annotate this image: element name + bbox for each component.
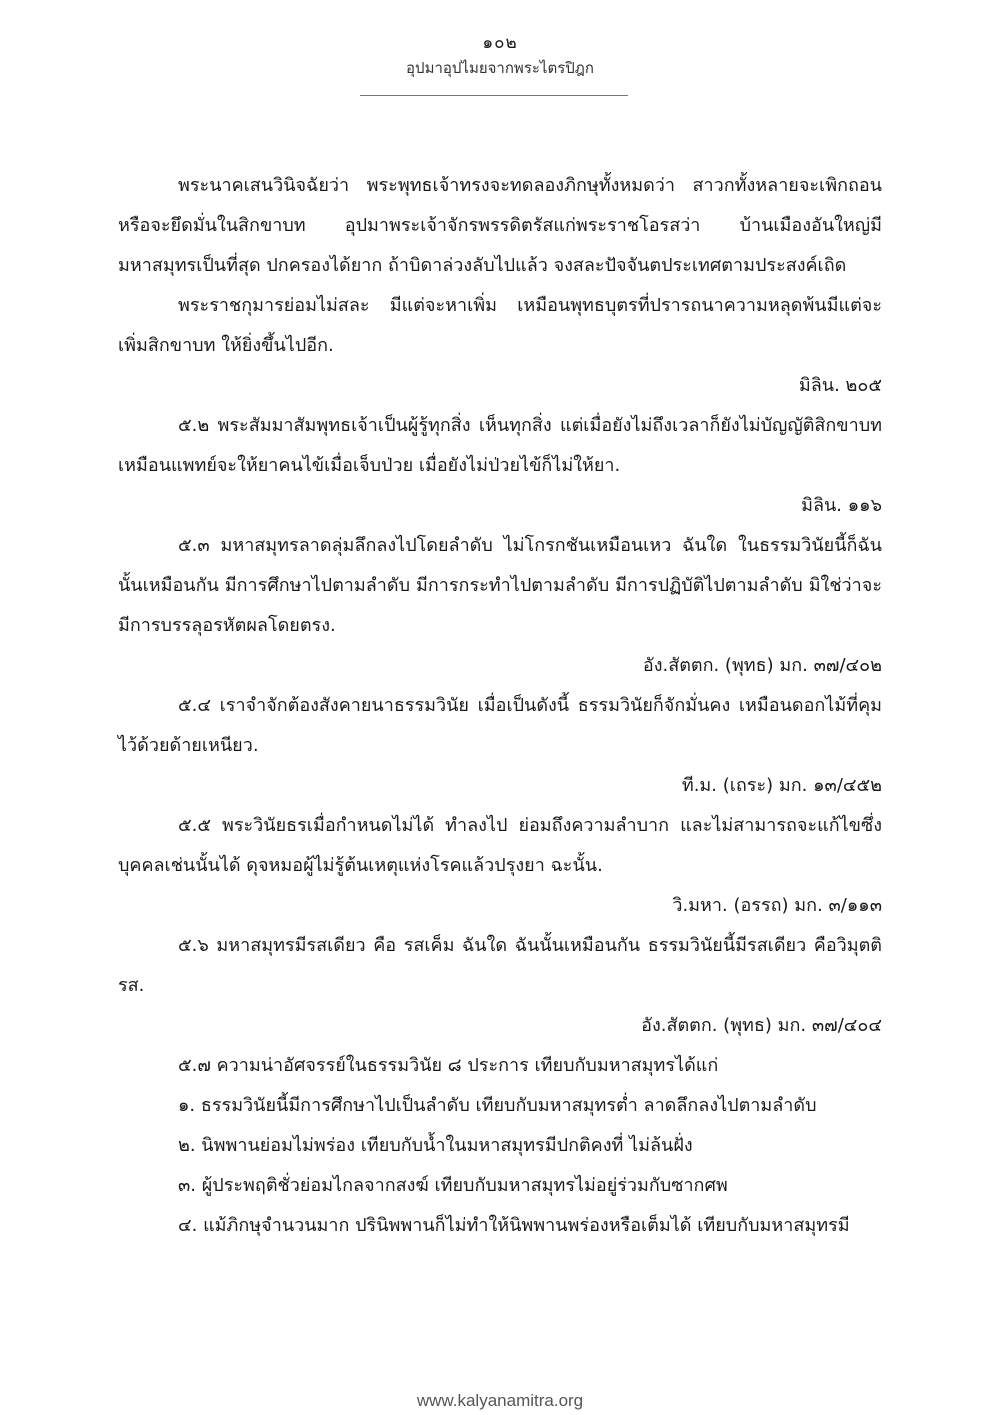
reference-citation: อัง.สัตตก. (พุทธ) มก. ๓๗/๔๐๒ [642,655,882,676]
paragraph: ๕.๔ เราจำจักต้องสังคายนาธรรมวินัย เมื่อเป็นดังนี้ ธรรมวินัยก็จักมั่นคง เหมือนดอกไม้ที่คุมไว้ด้วยด้ายเหนียว. [118,695,882,756]
list-item: ๔. แม้ภิกษุจำนวนมาก ปรินิพพานก็ไม่ทำให้นิพพานพร่องหรือเต็มได้ เทียบกับมหาสมุทรมี [178,1215,850,1236]
reference-citation: วิ.มหา. (อรรถ) มก. ๓/๑๑๓ [672,895,882,916]
list-item: ๒. นิพพานย่อมไม่พร่อง เทียบกับน้ำในมหาสมุทรมีปกติคงที่ ไม่ล้นฝั่ง [178,1135,693,1156]
list-heading: ๕.๗ ความน่าอัศจรรย์ในธรรมวินัย ๘ ประการ เทียบกับมหาสมุทรได้แก่ [178,1055,719,1076]
paragraph: ๕.๓ มหาสมุทรลาดลุ่มลึกลงไปโดยลำดับ ไม่โกรกชันเหมือนเหว ฉันใด ในธรรมวินัยนี้ก็ฉันนั้นเหมือนกัน มีการศึกษาไปตามลำดับ มีการกระทำไปตามลำดับ มีการปฏิบัติไปตามลำดับ มิใช่ว่าจะมีการบรรลุอรหัตผลโดยตรง. [118,535,882,636]
page-header [0,30,1000,80]
reference-citation: อัง.สัตตก. (พุทธ) มก. ๓๗/๔๐๔ [641,1015,882,1036]
paragraph: พระนาคเสนวินิจฉัยว่า พระพุทธเจ้าทรงจะทดลองภิกษุทั้งหมดว่า สาวกทั้งหลายจะเพิกถอนหรือจะยึดมั่นในสิกขาบท อุปมาพระเจ้าจักรพรรดิตรัสแก่พระราชโอรสว่า บ้านเมืองอันใหญ่มีมหาสมุทรเป็นที่สุด ปกครองได้ยาก ถ้าบิดาล่วงลับไปแล้ว จงสละปัจจันตประเทศตามประสงค์เถิด [118,175,882,276]
paragraph: พระราชกุมารย่อมไม่สละ มีแต่จะหาเพิ่ม เหมือนพุทธบุตรที่ปรารถนาความหลุดพ้นมีแต่จะเพิ่มสิกขาบท ให้ยิ่งขึ้นไปอีก. [118,295,882,356]
book-title: อุปมาอุปไมยจากพระไตรปิฎก [406,59,594,77]
list-item: ๓. ผู้ประพฤติชั่วย่อมไกลจากสงฆ์ เทียบกับมหาสมุทรไม่อยู่ร่วมกับซากศพ [178,1175,728,1196]
header-divider [360,95,628,96]
paragraph: ๕.๖ มหาสมุทรมีรสเดียว คือ รสเค็ม ฉันใด ฉันนั้นเหมือนกัน ธรรมวินัยนี้มีรสเดียว คือวิมุตติรส. [118,935,882,996]
paragraph: ๕.๒ พระสัมมาสัมพุทธเจ้าเป็นผู้รู้ทุกสิ่ง เห็นทุกสิ่ง แต่เมื่อยังไม่ถึงเวลาก็ยังไม่บัญญัติสิกขาบท เหมือนแพทย์จะให้ยาคนไข้เมื่อเจ็บป่วย เมื่อยังไม่ป่วยไข้ก็ไม่ให้ยา. [118,415,882,476]
paragraph: ๕.๕ พระวินัยธรเมื่อกำหนดไม่ได้ ทำลงไป ย่อมถึงความลำบาก และไม่สามารถจะแก้ไขซึ่งบุคคลเช่นนั้นได้ ดุจหมอผู้ไม่รู้ต้นเหตุแห่งโรคแล้วปรุงยา ฉะนั้น. [118,815,882,876]
reference-citation: ที.ม. (เถระ) มก. ๑๓/๔๕๒ [681,775,882,796]
document-body [118,166,882,1246]
page-number: ๑๐๒ [482,33,518,53]
reference-citation: มิลิน. ๒๐๕ [798,375,882,396]
reference-citation: มิลิน. ๑๑๖ [801,495,882,516]
list-item: ๑. ธรรมวินัยนี้มีการศึกษาไปเป็นลำดับ เทียบกับมหาสมุทรต่ำ ลาดลึกลงไปตามลำดับ [178,1095,817,1116]
footer-website: www.kalyanamitra.org [416,1391,584,1410]
